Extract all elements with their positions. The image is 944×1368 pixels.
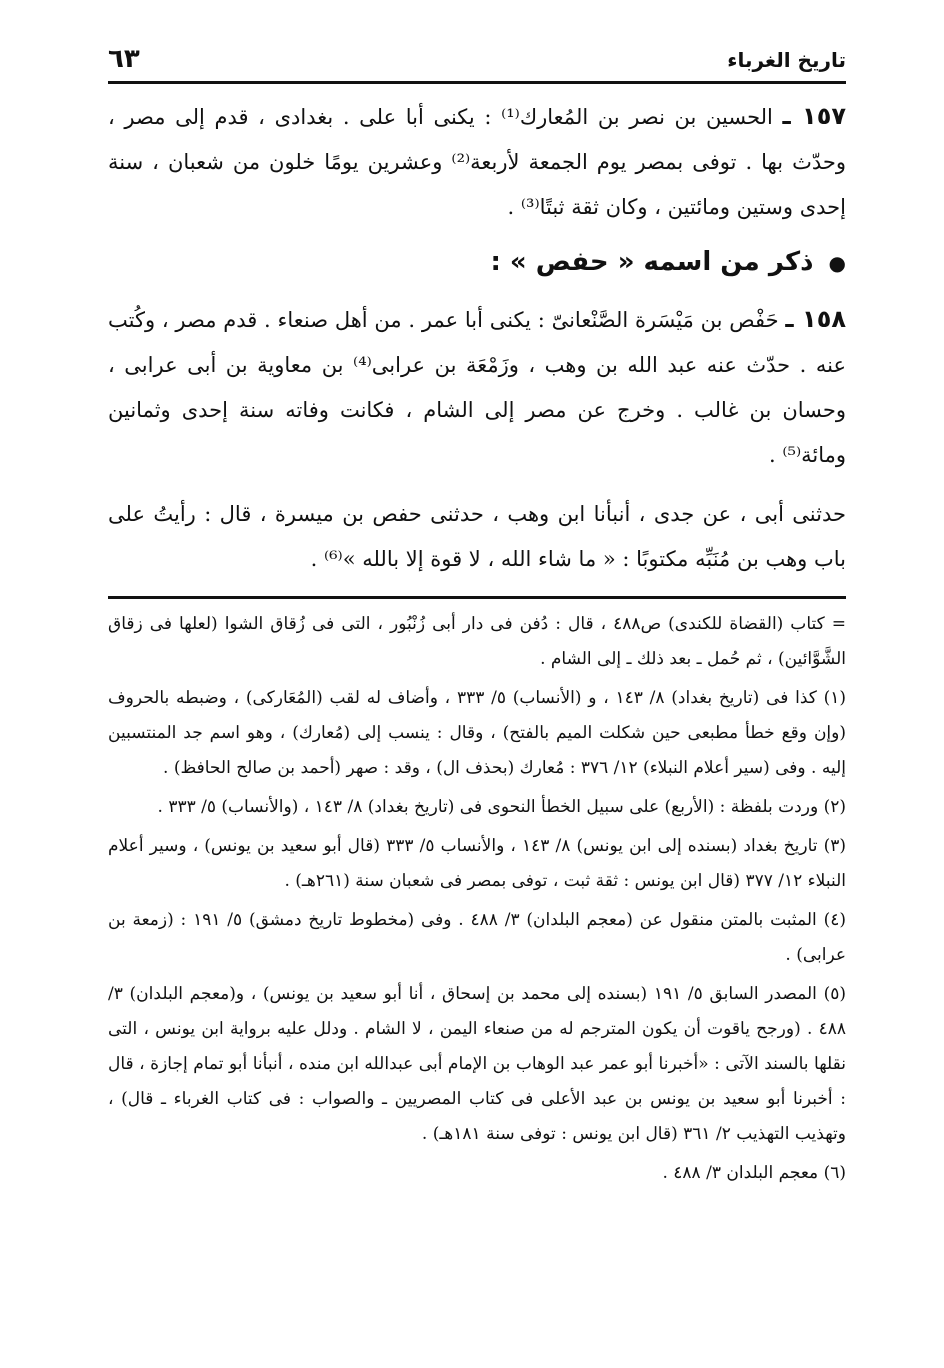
footnote-marker: (٥)	[823, 984, 847, 1004]
footnote-1	[108, 681, 846, 786]
bullet-icon: ●	[828, 251, 846, 275]
footnote-text: كتاب (القضاة للكندى) ص٤٨٨ ، قال : دُفن فى دار أبى زُنْبُور ، التى فى زُقاق الشوا (لعلها فى زقاق الشَّوَّائين) ، ثم حُمل ـ بعد ذلك ـ إلى الشام .	[108, 614, 846, 669]
biography-entry-157	[108, 94, 846, 230]
page-number: ٦٣	[108, 44, 140, 74]
section-heading	[108, 236, 846, 289]
entry-number: ١٥٨ ـ	[785, 305, 846, 333]
biography-entry-158	[108, 297, 846, 478]
footnote-marker: (٢)	[823, 797, 846, 817]
footnote-marker: (٤)	[823, 910, 846, 930]
footnote-text: كذا فى (تاريخ بغداد) ٨/ ١٤٣ ، و (الأنساب) ٥/ ٣٣٣ ، وأضاف له لقب (المُعَاركى) ، وضبطه بالحروف (وإن وقع خطأ مطبعى حين شكلت الميم بالفتح) ، وقال : ينسب إلى (مُعارك) ، وهو اسم جد المنتسبين إليه . وفى (سير أعلام النبلاء) ١٢/ ٣٧٦ : مُعارك (بحذف ال) ، وقد : صهر (أحمد بن صالح الحافظ) .	[108, 688, 846, 778]
footnote-marker: (١)	[823, 688, 847, 708]
footnote-text: المصدر السابق ٥/ ١٩١ (بسنده إلى محمد بن إسحاق ، أنا أبو سعيد بن يونس) ، و(معجم البلدان) ٣/ ٤٨٨ . (ورجح ياقوت أن يكون المترجم له من صنعاء اليمن ، لا الشام . ودلل عليه برواية ابن يونس ، التى نقلها بالسند الآتى : «أخبرنا أبو عمر عبد الوهاب بن الإمام أبى عبدالله ابن منده ، أنبأنا أبو تمام إجازة ، قال : أخبرنا أبو سعيد بن يونس بن عبد الأعلى فى كتاب المصريين ـ والصواب : فى كتاب الغرباء ـ قال) ، وتهذيب التهذيب ٢/ ٣٦١ (قال ابن يونس : توفى سنة ١٨١هـ) .	[108, 984, 846, 1144]
footnote-2	[108, 790, 846, 825]
footnote-5	[108, 977, 846, 1152]
footnote-4	[108, 903, 846, 973]
footnote-3	[108, 829, 846, 899]
footnote-marker: (٦)	[823, 1163, 846, 1183]
running-title: تاريخ الغرباء	[727, 48, 846, 72]
footnote-text: المثبت بالمتن منقول عن (معجم البلدان) ٣/ ٤٨٨ . وفى (مخطوط تاريخ دمشق) ٥/ ١٩١ : (زمعة بن عرابى) .	[108, 910, 846, 965]
section-heading-text: ذكر من اسمه « حفص » :	[490, 247, 814, 277]
footnote-divider	[108, 596, 846, 599]
book-page	[108, 40, 846, 1195]
footnote-6	[108, 1156, 846, 1191]
entry-text: حَفْص بن مَيْسَرة الصَّنْعانىّ : يكنى أبا عمر . من أهل صنعاء . قدم مصر ، وكُتب عنه . حدّث عنه عبد الله بن وهب ، وزَمْعَة بن عرابى⁽⁴⁾ بن معاوية بن أبى عرابى ، وحسان بن غالب . وخرج عن مصر إلى الشام ، فكانت وفاته سنة إحدى وثمانين ومائة⁽⁵⁾ .	[108, 308, 846, 467]
narration-paragraph: حدثنى أبى ، عن جدى ، أنبأنا ابن وهب ، حدثنى حفص بن ميسرة ، قال : رأيتُ على باب وهب بن مُنَبِّه مكتوبًا : « ما شاء الله ، لا قوة إلا بالله »⁽⁶⁾ .	[108, 502, 846, 571]
footnote-marker: (٣)	[823, 836, 847, 856]
main-text	[108, 94, 846, 582]
footnote-marker: =	[831, 614, 846, 634]
entry-text: الحسين بن نصر بن المُعارك⁽¹⁾ : يكنى أبا على . بغدادى ، قدم إلى مصر ، وحدّث بها . توفى بمصر يوم الجمعة لأربعة⁽²⁾ وعشرين يومًا خلون من شعبان ، سنة إحدى وستين ومائتين ، وكان ثقة ثبتًا⁽³⁾ .	[108, 105, 846, 219]
entry-number: ١٥٧ ـ	[782, 102, 846, 130]
footnotes	[108, 607, 846, 1191]
footnote-text: معجم البلدان ٣/ ٤٨٨ .	[662, 1163, 819, 1183]
footnote-text: وردت بلفظة : (الأربع) على سبيل الخطأ النحوى فى (تاريخ بغداد) ٨/ ١٤٣ ، (والأنساب) ٥/ ٣٣٣ .	[157, 797, 819, 817]
page-header	[108, 40, 846, 84]
paragraph-spacer	[108, 478, 846, 492]
footnote-text: تاريخ بغداد (بسنده إلى ابن يونس) ٨/ ١٤٣ ، والأنساب ٥/ ٣٣٣ (قال أبو سعيد بن يونس) ، وسير أعلام النبلاء ١٢/ ٣٧٧ (قال ابن يونس : ثقة ثبت ، توفى بمصر فى شعبان سنة (٢٦١هـ) .	[108, 836, 846, 891]
footnote-continued	[108, 607, 846, 677]
